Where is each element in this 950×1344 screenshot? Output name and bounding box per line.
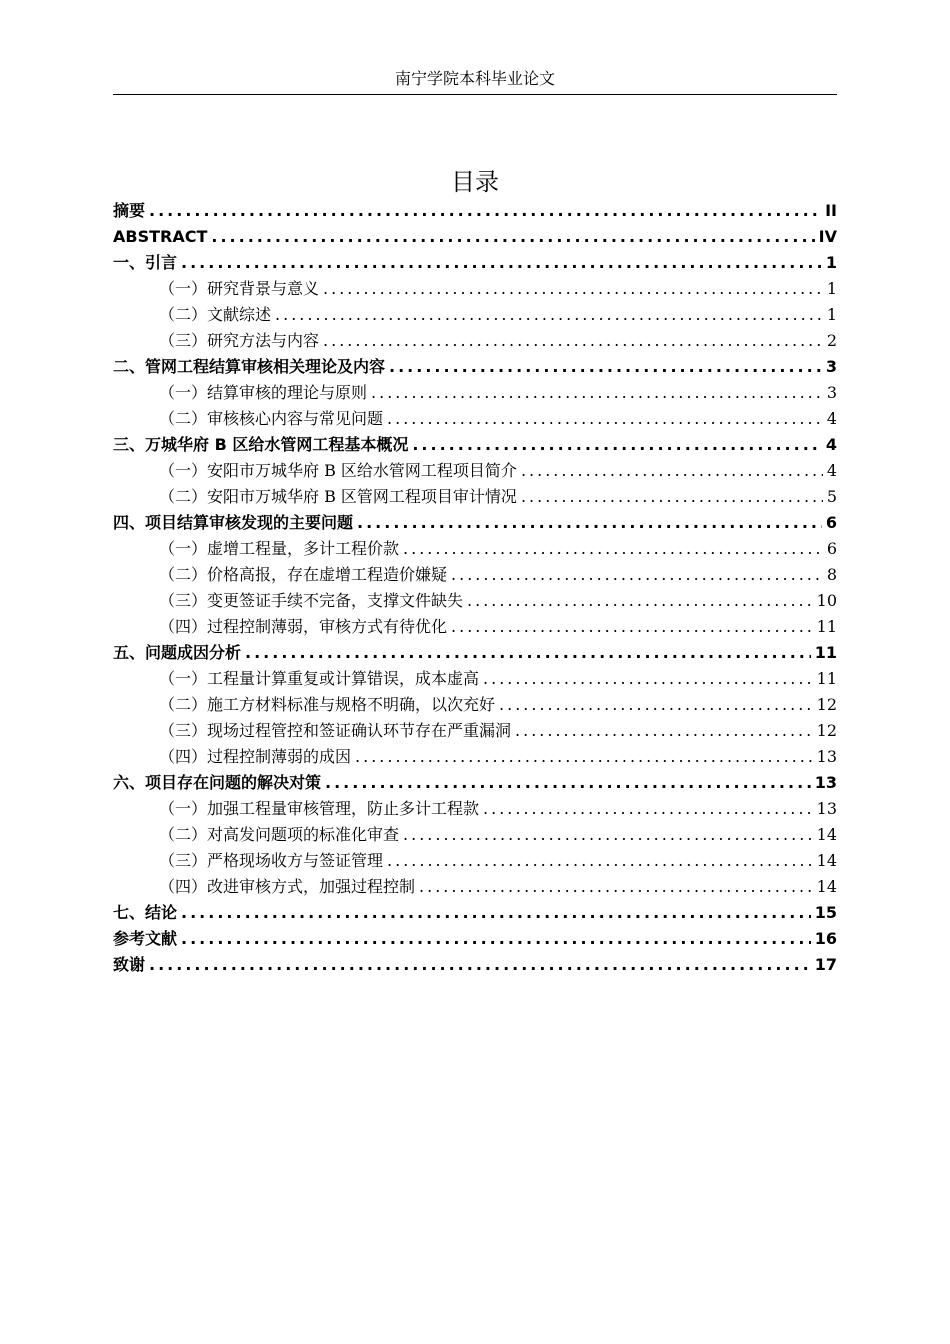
toc-entry[interactable] bbox=[113, 380, 837, 406]
toc-leader-dots bbox=[245, 640, 811, 666]
toc-leader-dots bbox=[387, 406, 823, 432]
toc-entry[interactable] bbox=[113, 900, 837, 926]
toc-leader-dots bbox=[499, 692, 813, 718]
toc-entry-title: （三）现场过程管控和签证确认环节存在严重漏洞 bbox=[159, 721, 512, 740]
toc-entry-title: （三）变更签证手续不完备，支撑文件缺失 bbox=[159, 591, 464, 610]
toc-entry-title: （二）安阳市万城华府 B 区管网工程项目审计情况 bbox=[159, 487, 517, 506]
toc-entry[interactable] bbox=[113, 458, 837, 484]
toc-entry-title: （四）改进审核方式，加强过程控制 bbox=[159, 877, 416, 896]
toc-entry-page: 11 bbox=[816, 617, 837, 636]
toc-entry-page: 4 bbox=[826, 461, 837, 480]
toc-entry-page: 3 bbox=[825, 357, 837, 376]
table-of-contents bbox=[113, 198, 837, 978]
toc-entry-page: 1 bbox=[825, 253, 837, 272]
toc-entry-page: 15 bbox=[814, 903, 837, 922]
toc-leader-dots bbox=[323, 276, 823, 302]
toc-entry-title: 摘要 bbox=[113, 201, 146, 220]
toc-entry[interactable] bbox=[113, 744, 837, 770]
toc-entry-page: 6 bbox=[825, 513, 837, 532]
toc-entry[interactable] bbox=[113, 302, 837, 328]
toc-leader-dots bbox=[355, 744, 813, 770]
toc-leader-dots bbox=[521, 484, 823, 510]
toc-entry-title: 二、管网工程结算审核相关理论及内容 bbox=[113, 357, 386, 376]
toc-leader-dots bbox=[149, 198, 821, 224]
toc-leader-dots bbox=[403, 536, 823, 562]
toc-entry-page: 10 bbox=[816, 591, 837, 610]
toc-entry[interactable] bbox=[113, 484, 837, 510]
toc-leader-dots bbox=[419, 874, 813, 900]
toc-entry-page: 5 bbox=[826, 487, 837, 506]
toc-entry[interactable] bbox=[113, 276, 837, 302]
toc-entry-title: （一）结算审核的理论与原则 bbox=[159, 383, 368, 402]
toc-entry-page: II bbox=[825, 201, 837, 220]
toc-entry-page: 17 bbox=[814, 955, 837, 974]
toc-entry-page: 4 bbox=[826, 409, 837, 428]
toc-entry-title: 六、项目存在问题的解决对策 bbox=[113, 773, 322, 792]
toc-entry-title: 三、万城华府 B 区给水管网工程基本概况 bbox=[113, 435, 409, 454]
toc-entry[interactable] bbox=[113, 224, 837, 250]
toc-entry-title: （二）审核核心内容与常见问题 bbox=[159, 409, 384, 428]
toc-entry[interactable] bbox=[113, 250, 837, 276]
toc-entry-page: 14 bbox=[816, 877, 837, 896]
toc-entry[interactable] bbox=[113, 770, 837, 796]
toc-leader-dots bbox=[181, 900, 811, 926]
toc-leader-dots bbox=[211, 224, 814, 250]
toc-entry-page: 16 bbox=[814, 929, 837, 948]
toc-entry-page: 14 bbox=[816, 825, 837, 844]
toc-title: 目录 bbox=[451, 168, 499, 196]
toc-leader-dots bbox=[371, 380, 823, 406]
toc-entry-title: （二）文献综述 bbox=[159, 305, 272, 324]
toc-leader-dots bbox=[451, 614, 813, 640]
toc-entry[interactable] bbox=[113, 614, 837, 640]
toc-entry-title: （二）价格高报，存在虚增工程造价嫌疑 bbox=[159, 565, 448, 584]
toc-entry-title: （一）虚增工程量，多计工程价款 bbox=[159, 539, 400, 558]
toc-leader-dots bbox=[181, 250, 822, 276]
toc-leader-dots bbox=[275, 302, 823, 328]
toc-entry[interactable] bbox=[113, 926, 837, 952]
toc-entry[interactable] bbox=[113, 432, 837, 458]
toc-leader-dots bbox=[451, 562, 823, 588]
toc-entry[interactable] bbox=[113, 354, 837, 380]
toc-leader-dots bbox=[515, 718, 813, 744]
toc-leader-dots bbox=[181, 926, 811, 952]
toc-entry-page: 13 bbox=[814, 773, 837, 792]
toc-entry-title: 一、引言 bbox=[113, 253, 178, 272]
toc-entry-page: 13 bbox=[816, 799, 837, 818]
toc-entry-page: 12 bbox=[816, 695, 837, 714]
toc-leader-dots bbox=[323, 328, 823, 354]
toc-entry-page: 1 bbox=[826, 279, 837, 298]
toc-entry-title: （一）研究背景与意义 bbox=[159, 279, 320, 298]
toc-entry[interactable] bbox=[113, 666, 837, 692]
toc-leader-dots bbox=[357, 510, 822, 536]
toc-leader-dots bbox=[483, 796, 813, 822]
toc-entry[interactable] bbox=[113, 692, 837, 718]
toc-entry-page: 11 bbox=[816, 669, 837, 688]
toc-entry-page: IV bbox=[818, 227, 837, 246]
header-title: 南宁学院本科毕业论文 bbox=[394, 69, 555, 88]
toc-leader-dots bbox=[325, 770, 811, 796]
toc-entry-title: （一）工程量计算重复或计算错误，成本虚高 bbox=[159, 669, 480, 688]
toc-leader-dots bbox=[412, 432, 822, 458]
toc-entry[interactable] bbox=[113, 952, 837, 978]
toc-entry-title: （二）施工方材料标准与规格不明确，以次充好 bbox=[159, 695, 496, 714]
toc-entry[interactable] bbox=[113, 562, 837, 588]
toc-entry[interactable] bbox=[113, 536, 837, 562]
toc-leader-dots bbox=[387, 848, 813, 874]
toc-entry-title: （一）加强工程量审核管理，防止多计工程款 bbox=[159, 799, 480, 818]
toc-entry-page: 4 bbox=[825, 435, 837, 454]
toc-entry-title: ABSTRACT bbox=[113, 227, 208, 246]
toc-entry-page: 8 bbox=[826, 565, 837, 584]
toc-entry-title: （二）对高发问题项的标准化审查 bbox=[159, 825, 400, 844]
toc-leader-dots bbox=[149, 952, 811, 978]
toc-entry-title: 四、项目结算审核发现的主要问题 bbox=[113, 513, 354, 532]
page-header bbox=[113, 66, 837, 95]
toc-entry-title: （一）安阳市万城华府 B 区给水管网工程项目简介 bbox=[159, 461, 517, 480]
toc-entry[interactable] bbox=[113, 848, 837, 874]
toc-entry-title: 七、结论 bbox=[113, 903, 178, 922]
toc-entry-page: 14 bbox=[816, 851, 837, 870]
toc-entry[interactable] bbox=[113, 510, 837, 536]
toc-leader-dots bbox=[389, 354, 822, 380]
toc-entry[interactable] bbox=[113, 328, 837, 354]
toc-entry-title: （四）过程控制薄弱的成因 bbox=[159, 747, 352, 766]
toc-entry[interactable] bbox=[113, 796, 837, 822]
toc-entry-title: 致谢 bbox=[113, 955, 146, 974]
toc-leader-dots bbox=[403, 822, 813, 848]
toc-entry[interactable] bbox=[113, 198, 837, 224]
toc-entry-title: 五、问题成因分析 bbox=[113, 643, 242, 662]
toc-entry[interactable] bbox=[113, 874, 837, 900]
toc-entry[interactable] bbox=[113, 640, 837, 666]
toc-leader-dots bbox=[483, 666, 813, 692]
toc-entry[interactable] bbox=[113, 718, 837, 744]
toc-entry-page: 2 bbox=[826, 331, 837, 350]
toc-entry-page: 6 bbox=[826, 539, 837, 558]
toc-entry-page: 11 bbox=[814, 643, 837, 662]
toc-entry-page: 12 bbox=[816, 721, 837, 740]
toc-leader-dots bbox=[467, 588, 813, 614]
toc-entry-title: （四）过程控制薄弱，审核方式有待优化 bbox=[159, 617, 448, 636]
toc-leader-dots bbox=[521, 458, 823, 484]
toc-entry[interactable] bbox=[113, 822, 837, 848]
toc-entry-title: 参考文献 bbox=[113, 929, 178, 948]
toc-entry-title: （三）严格现场收方与签证管理 bbox=[159, 851, 384, 870]
toc-entry-page: 3 bbox=[826, 383, 837, 402]
toc-entry[interactable] bbox=[113, 406, 837, 432]
toc-entry-page: 13 bbox=[816, 747, 837, 766]
toc-entry-title: （三）研究方法与内容 bbox=[159, 331, 320, 350]
toc-entry[interactable] bbox=[113, 588, 837, 614]
toc-entry-page: 1 bbox=[826, 305, 837, 324]
